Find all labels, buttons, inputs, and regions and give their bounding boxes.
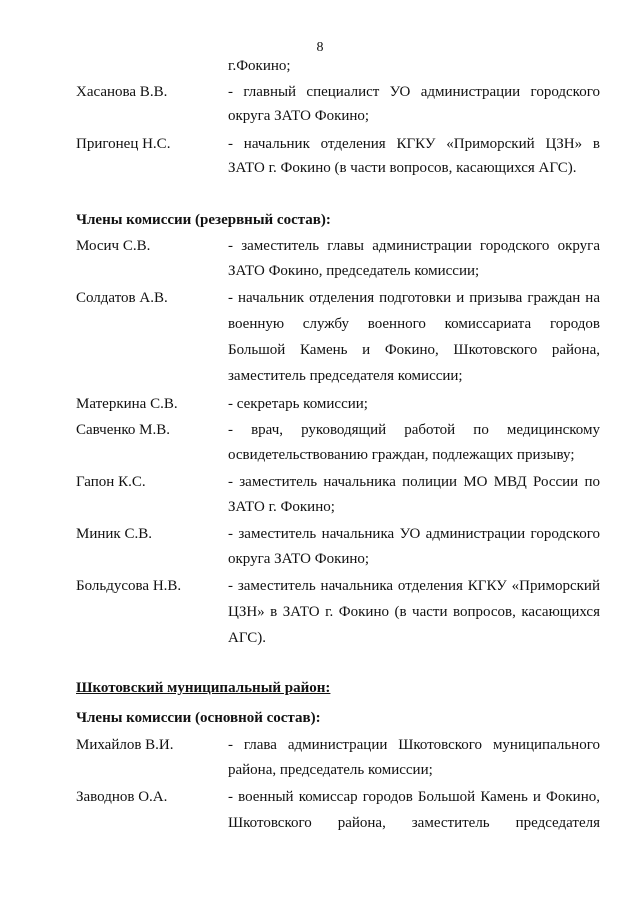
member-role-line: ЦЗН» в ЗАТО г. Фокино (в части вопросов, касающихся [228, 604, 600, 620]
member-role-line: - главный специалист УО администрации городского [228, 84, 600, 100]
member-name: Заводнов О.А. [76, 789, 168, 805]
member-role-line: - начальник отделения подготовки и призыва граждан на [228, 290, 600, 306]
member-name: Савченко М.В. [76, 422, 171, 438]
district-heading: Шкотовский муниципальный район: [76, 680, 331, 696]
member-role-line: округа ЗАТО Фокино; [228, 108, 370, 124]
member-role-line: - глава администрации Шкотовского муниципального [228, 737, 600, 753]
member-role-line: района, председатель комиссии; [228, 762, 433, 778]
member-role-line: ЗАТО г. Фокино (в части вопросов, касающихся АГС). [228, 160, 577, 176]
member-role-line: Большой Камень и Фокино, Шкотовского района, [228, 342, 600, 358]
page-number: 8 [316, 40, 324, 55]
member-role-line: округа ЗАТО Фокино; [228, 551, 370, 567]
member-role-line: - начальник отделения КГКУ «Приморский ЦЗН» в [228, 136, 600, 152]
member-role-line: АГС). [228, 630, 267, 646]
member-role-line: - заместитель начальника отделения КГКУ «Приморский [228, 578, 600, 594]
member-role-line: военную службу военного комиссариата городов [228, 316, 600, 332]
member-name: Больдусова Н.В. [76, 578, 182, 594]
member-name: Мосич С.В. [76, 238, 151, 254]
member-name: Солдатов А.В. [76, 290, 168, 306]
member-name: Миник С.В. [76, 526, 152, 542]
member-role-line: - военный комиссар городов Большой Камень и Фокино, [228, 789, 600, 805]
member-role-line: - секретарь комиссии; [228, 396, 368, 412]
member-role-line: - заместитель главы администрации городского округа [228, 238, 600, 254]
member-role-line: освидетельствованию граждан, подлежащих призыву; [228, 447, 575, 463]
continuation-line: г.Фокино; [228, 58, 291, 74]
member-role-line: заместитель председателя комиссии; [228, 368, 463, 384]
member-name: Михайлов В.И. [76, 737, 174, 753]
member-role-line: - врач, руководящий работой по медицинскому [228, 422, 600, 438]
section-heading-reserve: Члены комиссии (резервный состав): [76, 212, 331, 228]
member-role-line: - заместитель начальника УО администрации городского [228, 526, 600, 542]
member-role-line: ЗАТО Фокино, председатель комиссии; [228, 263, 480, 279]
member-role-line: - заместитель начальника полиции МО МВД России по [228, 474, 600, 490]
member-name: Пригонец Н.С. [76, 136, 171, 152]
member-name: Гапон К.С. [76, 474, 146, 490]
member-name: Матеркина С.В. [76, 396, 178, 412]
member-role-line: ЗАТО г. Фокино; [228, 499, 335, 515]
member-name: Хасанова В.В. [76, 84, 168, 100]
section-heading-main: Члены комиссии (основной состав): [76, 710, 321, 726]
member-role-line: Шкотовского района, заместитель председателя [228, 815, 600, 831]
